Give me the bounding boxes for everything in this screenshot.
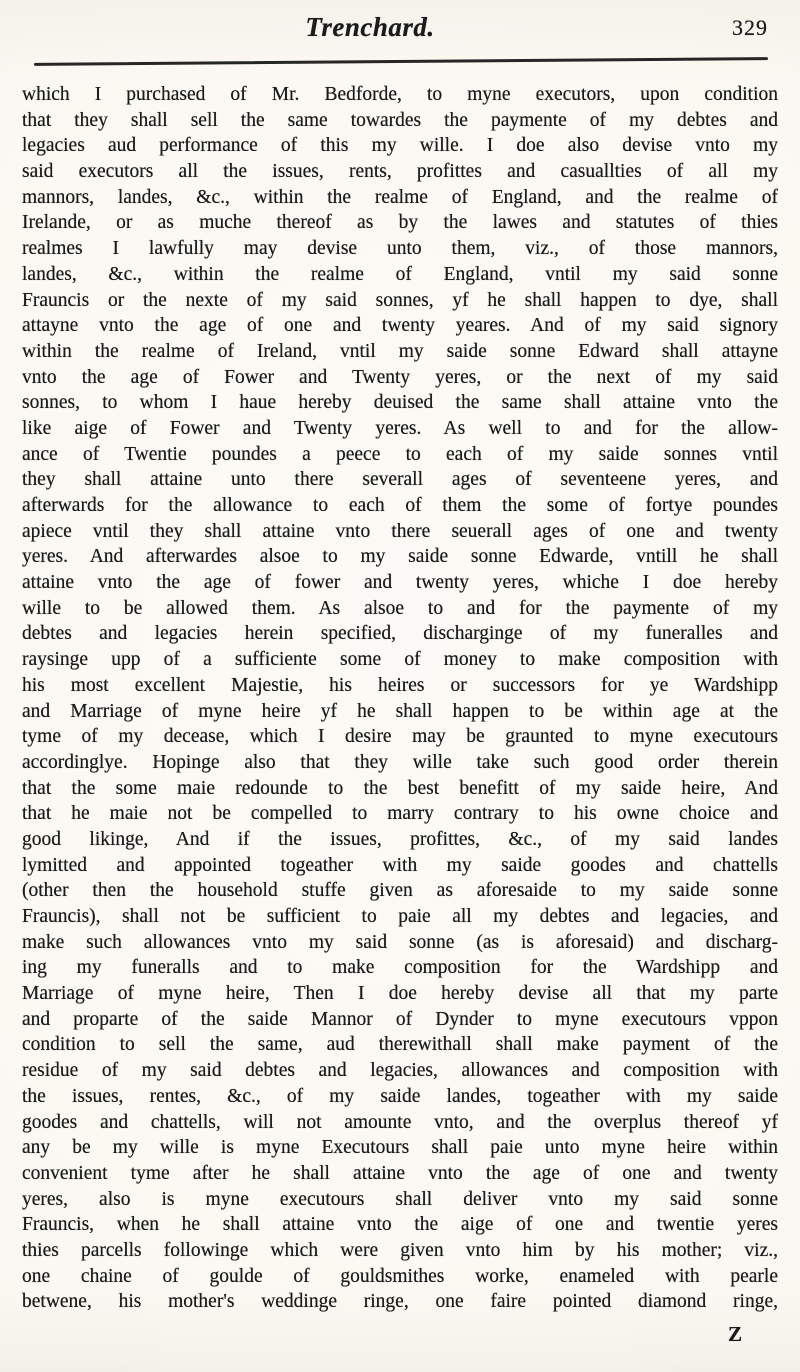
- text-line: vnto the age of Fower and Twenty yeres, or the next of my said: [22, 366, 778, 388]
- text-line: lymitted and appointed togeather with my saide goodes and chattells: [22, 854, 778, 876]
- text-line: the issues, rentes, &c., of my saide landes, togeather with my saide: [22, 1085, 778, 1107]
- text-line: tyme of my decease, which I desire may be graunted to myne executours: [22, 726, 778, 748]
- text-line: accordinglye. Hopinge also that they wille take such good order therein: [22, 751, 778, 773]
- text-line: legacies aud performance of this my wille. I doe also devise vnto my: [22, 135, 778, 157]
- text-line: make such allowances vnto my said sonne (as is aforesaid) and discharg-: [22, 931, 778, 953]
- text-line: betwene, his mother's weddinge ringe, one faire pointed diamond ringe,: [22, 1291, 778, 1313]
- text-line: raysinge upp of a sufficiente some of money to make composition with: [22, 649, 778, 671]
- text-line: like aige of Fower and Twenty yeres. As well to and for the allow-: [22, 417, 778, 439]
- text-line: landes, &c., within the realme of England, vntil my said sonne: [22, 263, 778, 285]
- text-line: his most excellent Majestie, his heires or successors for ye Wardshipp: [22, 674, 778, 696]
- text-line: Frauncis, when he shall attaine vnto the aige of one and twentie yeres: [22, 1214, 778, 1236]
- text-line: that they shall sell the same towardes the paymente of my debtes and: [22, 109, 778, 131]
- text-line: Frauncis or the nexte of my said sonnes, yf he shall happen to dye, shall: [22, 289, 778, 311]
- running-header: [22, 12, 778, 46]
- text-line: afterwards for the allowance to each of them the some of fortye poundes: [22, 495, 778, 516]
- header-rule: [34, 57, 768, 66]
- text-line: within the realme of Ireland, vntil my saide sonne Edward shall attayne: [22, 340, 778, 362]
- text-line: ance of Twentie poundes a peece to each of my saide sonnes vntil: [22, 443, 778, 465]
- text-line: and Marriage of myne heire yf he shall happen to be within age at the: [22, 700, 778, 722]
- text-line: (other then the household stuffe given as aforesaide to my saide sonne: [22, 880, 778, 902]
- text-line: ing my funeralls and to make composition for the Wardshipp and: [22, 957, 778, 979]
- text-line: yeres, also is myne executours shall deliver vnto my said sonne: [22, 1188, 778, 1210]
- text-line: residue of my said debtes and legacies, allowances and composition with: [22, 1060, 778, 1082]
- text-line: thies parcells followinge which were given vnto him by his mother; viz.,: [22, 1239, 778, 1261]
- text-line: Frauncis), shall not be sufficient to paie all my debtes and legacies, and: [22, 906, 778, 927]
- text-line: apiece vntil they shall attaine vnto there seuerall ages of one and twenty: [22, 520, 778, 542]
- text-line: attayne vnto the age of one and twenty yeares. And of my said signory: [22, 315, 778, 337]
- text-line: any be my wille is myne Executours shall paie unto myne heire within: [22, 1137, 778, 1159]
- text-line: mannors, landes, &c., within the realme of England, and the realme of: [22, 186, 778, 208]
- text-line: debtes and legacies herein specified, discharginge of my funeralles and: [22, 623, 778, 645]
- text-line: good likinge, And if the issues, profittes, &c., of my said landes: [22, 828, 778, 850]
- text-line: that the some maie redounde to the best benefitt of my saide heire, And: [22, 777, 778, 799]
- text-line: realmes I lawfully may devise unto them, viz., of those mannors,: [22, 238, 778, 260]
- text-line: wille to be allowed them. As alsoe to and for the paymente of my: [22, 597, 778, 619]
- text-line: Marriage of myne heire, Then I doe hereby devise all that my parte: [22, 983, 778, 1005]
- text-line: they shall attaine unto there severall ages of seventeene yeres, and: [22, 469, 778, 491]
- text-line: and proparte of the saide Mannor of Dynder to myne executours vppon: [22, 1008, 778, 1030]
- text-line: attaine vnto the age of fower and twenty yeres, whiche I doe hereby: [22, 572, 778, 594]
- text-line: that he maie not be compelled to marry contrary to his owne choice and: [22, 803, 778, 825]
- text-line: condition to sell the same, aud therewithall shall make payment of the: [22, 1034, 778, 1056]
- text-line: said executors all the issues, rents, profittes and casuallties of all my: [22, 161, 778, 183]
- page-number: 329: [732, 15, 768, 40]
- text-line: Irelande, or as muche thereof as by the lawes and statutes of thies: [22, 212, 778, 234]
- text-line: sonnes, to whom I haue hereby deuised the same shall attaine vnto the: [22, 392, 778, 414]
- body-text: [22, 84, 778, 1317]
- text-line: yeres. And afterwardes alsoe to my saide sonne Edwarde, vntill he shall: [22, 546, 778, 568]
- text-line: one chaine of goulde of gouldsmithes worke, enameled with pearle: [22, 1265, 778, 1287]
- printers-signature: Z: [728, 1322, 743, 1346]
- text-line: which I purchased of Mr. Bedforde, to myne executors, upon condition: [22, 84, 778, 105]
- page-title: Trenchard.: [305, 12, 435, 42]
- text-line: goodes and chattells, will not amounte vnto, and the overplus thereof yf: [22, 1111, 778, 1133]
- text-line: convenient tyme after he shall attaine vnto the age of one and twenty: [22, 1162, 778, 1184]
